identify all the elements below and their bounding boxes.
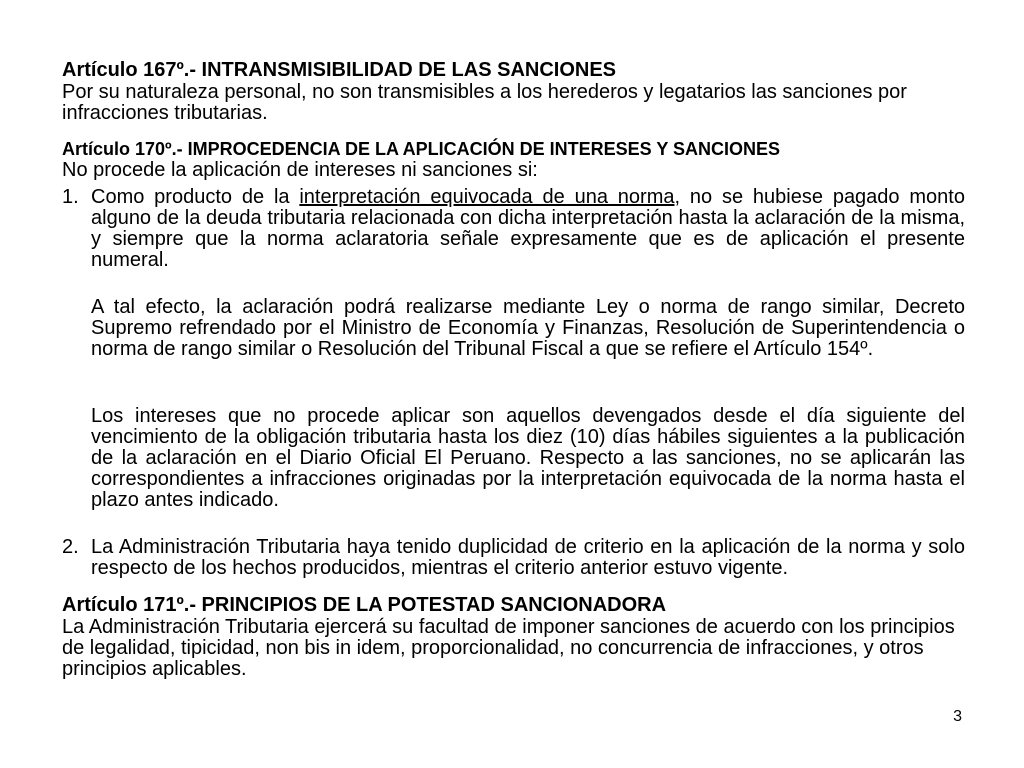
item-1-text-before: Como producto de la	[91, 186, 300, 208]
item-2-text: La Administración Tributaria haya tenido duplicidad de criterio en la aplicación de la norma y solo respecto de los hechos producidos, mientras el criterio anterior estuvo vigente.	[91, 536, 965, 579]
article-167-text: Por su naturaleza personal, no son transmisibles a los herederos y legatarios las sanciones por infracciones tributarias.	[62, 81, 907, 124]
article-170-item-1	[62, 187, 965, 271]
article-171-heading: Artículo 171º.- PRINCIPIOS DE LA POTESTAD SANCIONADORA	[62, 594, 667, 616]
item-1-text-after: , no se hubiese pagado monto alguno de la deuda tributaria relacionada con dicha interpretación hasta la aclaración de la misma, y siempre que la norma aclaratoria señale expresamente que es de aplicación el presente numeral.	[91, 186, 965, 271]
article-170-item-2	[62, 537, 965, 579]
item-2-number: 2.	[62, 536, 79, 558]
page-number: 3	[953, 708, 962, 725]
article-171-text: La Administración Tributaria ejercerá su facultad de imponer sanciones de acuerdo con los principios de legalidad, tipicidad, non bis in idem, proporcionalidad, no concurrencia de infracciones, y otros principios aplicables.	[62, 616, 955, 680]
item-1-number: 1.	[62, 186, 79, 208]
item-1-paragraph-2: A tal efecto, la aclaración podrá realizarse mediante Ley o norma de rango similar, Decreto Supremo refrendado por el Ministro de Economía y Finanzas, Resolución de Superintendencia o norma de rango similar o Resolución del Tribunal Fiscal a que se refiere el Artículo 154º.	[91, 296, 965, 360]
item-1-text	[91, 187, 965, 271]
item-1-paragraph-3: Los intereses que no procede aplicar son aquellos devengados desde el día siguiente del vencimiento de la obligación tributaria hasta los diez (10) días hábiles siguientes a la publicación de la aclaración en el Diario Oficial El Peruano. Respecto a las sanciones, no se aplicarán las correspondientes a infracciones originadas por la interpretación equivocada de la norma hasta el plazo antes indicado.	[91, 405, 965, 511]
article-170-intro: No procede la aplicación de intereses ni sanciones si:	[62, 159, 538, 181]
article-170-heading: Artículo 170º.- IMPROCEDENCIA DE LA APLICACIÓN DE INTERESES Y SANCIONES	[62, 139, 781, 159]
article-167-heading: Artículo 167º.- INTRANSMISIBILIDAD DE LAS SANCIONES	[62, 59, 617, 81]
document-page	[62, 58, 965, 680]
item-1-underlined-phrase: interpretación equivocada de una norma	[299, 186, 675, 208]
